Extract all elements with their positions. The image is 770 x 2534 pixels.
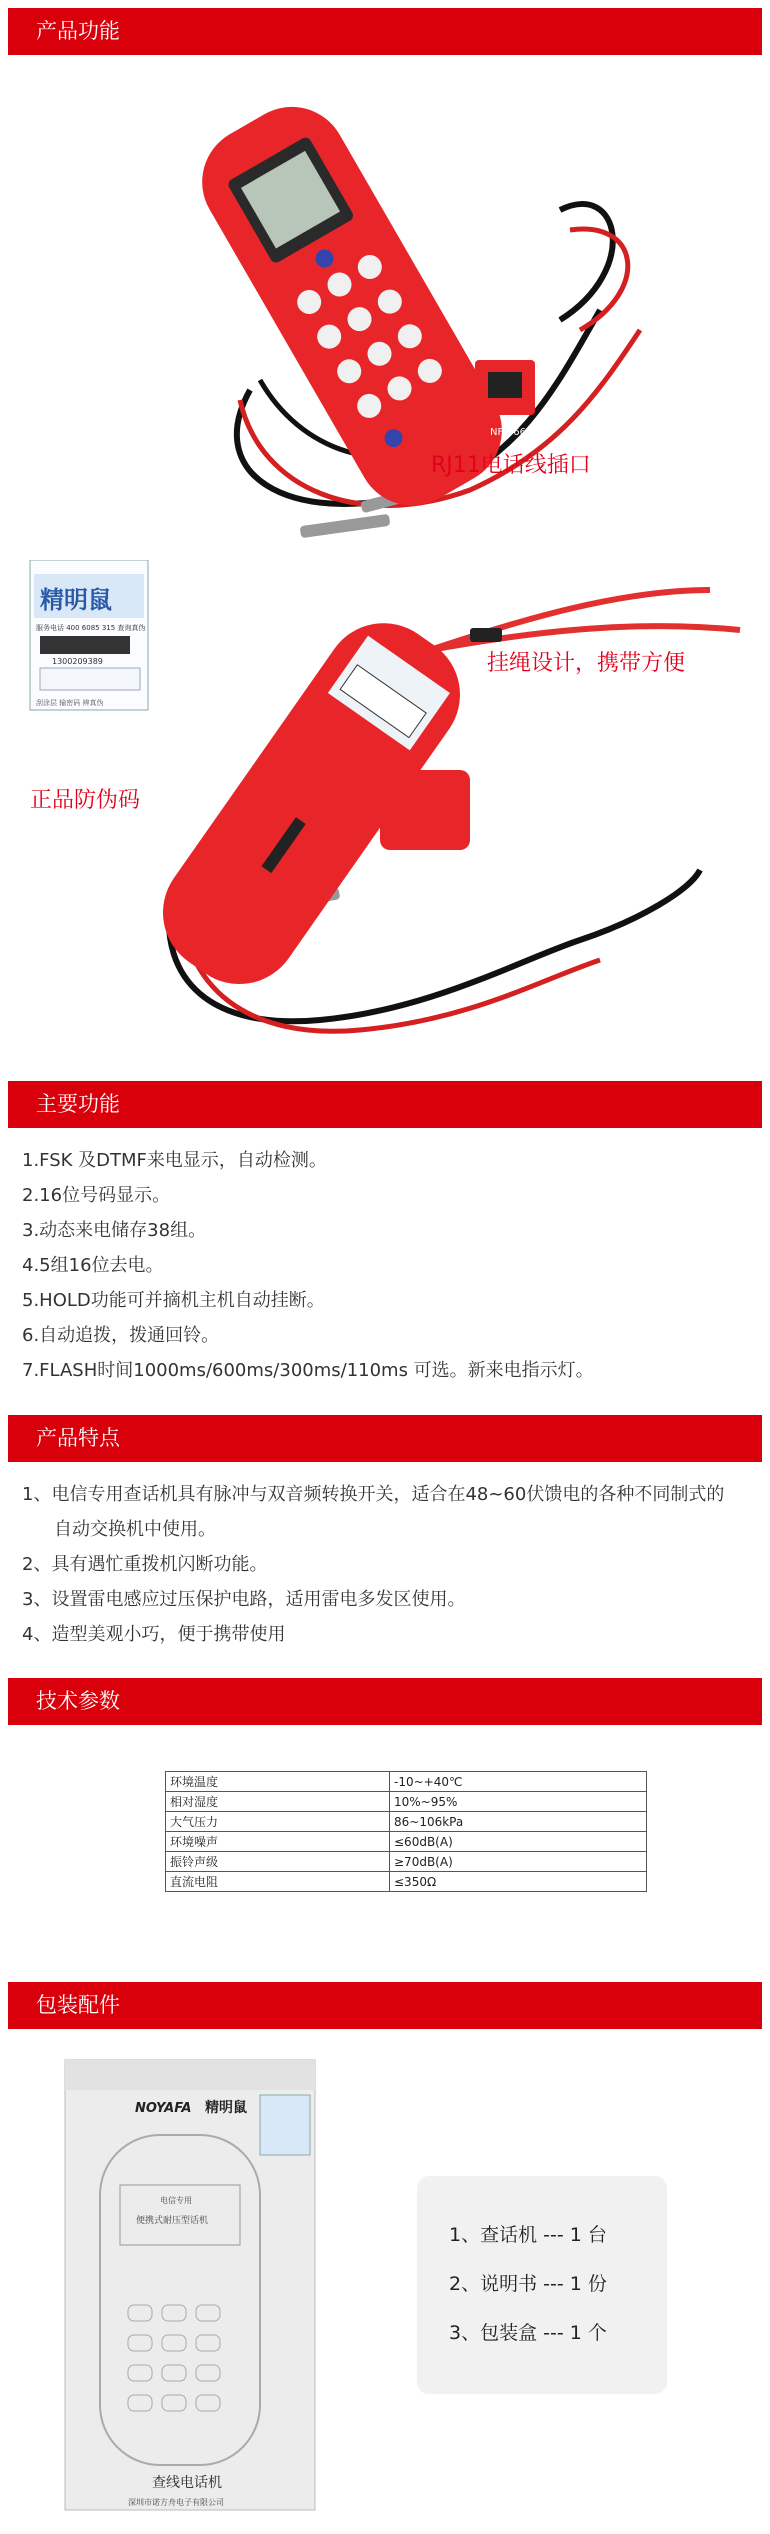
package-contents-card xyxy=(417,2176,667,2394)
list-item: 4.5组16位去电。 xyxy=(22,1255,164,1276)
product-image-front xyxy=(0,60,770,580)
table-row xyxy=(166,1792,647,1812)
svg-text:查线电话机: 查线电话机 xyxy=(152,2475,222,2491)
rj11-callout: RJ11电话线插口 xyxy=(431,453,591,478)
spec-value: ≥70dB(A) xyxy=(390,1852,647,1872)
spec-key: 环境温度 xyxy=(166,1772,390,1792)
section-header-function xyxy=(8,8,762,55)
tester-side-illustration xyxy=(0,560,770,1080)
svg-text:NF-866: NF-866 xyxy=(490,427,526,438)
feature-item: 2、具有遇忙重拨机闪断功能。 xyxy=(22,1554,268,1575)
spec-key: 环境噪声 xyxy=(166,1832,390,1852)
lanyard-callout: 挂绳设计，携带方便 xyxy=(487,651,686,676)
main-functions-list xyxy=(22,1143,752,1388)
feature-item: 3、设置雷电感应过压保护电路，适用雷电多发区使用。 xyxy=(22,1589,466,1610)
spec-value: ≤60dB(A) xyxy=(390,1832,647,1852)
section-header-main xyxy=(8,1081,762,1128)
product-image-side xyxy=(0,560,770,1080)
list-item: 5.HOLD功能可并摘机主机自动挂断。 xyxy=(22,1290,325,1311)
table-row xyxy=(166,1772,647,1792)
package-item: 2、说明书 --- 1 份 xyxy=(449,2273,607,2295)
feature-item: 1、电信专用查话机具有脉冲与双音频转换开关，适合在48~60伏馈电的各种不同制式的 xyxy=(22,1484,725,1505)
spec-key: 振铃声级 xyxy=(166,1852,390,1872)
svg-text:服务电话 400 6085 315 查询真伪: 服务电话 400 6085 315 查询真伪 xyxy=(36,624,146,632)
section-header-specs xyxy=(8,1678,762,1725)
section-title: 产品特点 xyxy=(36,1426,120,1450)
spec-value: 86~106kPa xyxy=(390,1812,647,1832)
spec-key: 相对湿度 xyxy=(166,1792,390,1812)
package-box-illustration xyxy=(60,2055,320,2515)
svg-text:1300209389: 1300209389 xyxy=(52,657,103,666)
section-header-features xyxy=(8,1415,762,1462)
feature-item: 4、造型美观小巧，便于携带使用 xyxy=(22,1624,286,1645)
svg-text:便携式耐压型话机: 便携式耐压型话机 xyxy=(136,2216,209,2226)
tester-front-illustration xyxy=(0,60,770,580)
list-item: 6.自动追拨，拨通回铃。 xyxy=(22,1325,220,1346)
section-title: 主要功能 xyxy=(36,1092,120,1116)
table-row xyxy=(166,1812,647,1832)
section-header-package xyxy=(8,1982,762,2029)
package-item: 3、包装盒 --- 1 个 xyxy=(449,2322,607,2344)
spec-value: -10~+40℃ xyxy=(390,1772,647,1792)
spec-key: 大气压力 xyxy=(166,1812,390,1832)
table-row xyxy=(166,1872,647,1892)
spec-table xyxy=(165,1771,647,1892)
list-item: 2.16位号码显示。 xyxy=(22,1185,171,1206)
section-title: 技术参数 xyxy=(36,1689,120,1713)
feature-item-continuation: 自动交换机中使用。 xyxy=(54,1519,216,1540)
section-title: 产品功能 xyxy=(36,19,120,43)
package-item: 1、查话机 --- 1 台 xyxy=(449,2224,607,2246)
spec-key: 直流电阻 xyxy=(166,1872,390,1892)
spec-value: ≤350Ω xyxy=(390,1872,647,1892)
spec-value: 10%~95% xyxy=(390,1792,647,1812)
table-row xyxy=(166,1852,647,1872)
section-title: 包装配件 xyxy=(36,1993,120,2017)
list-item: 1.FSK 及DTMF来电显示，自动检测。 xyxy=(22,1150,327,1171)
list-item: 3.动态来电储存38组。 xyxy=(22,1220,207,1241)
svg-text:精明鼠: 精明鼠 xyxy=(40,585,112,614)
features-list xyxy=(22,1477,752,1652)
anticounterfeit-callout: 正品防伪码 xyxy=(30,788,141,813)
svg-text:电信专用: 电信专用 xyxy=(160,2196,192,2205)
table-row xyxy=(166,1832,647,1852)
list-item: 7.FLASH时间1000ms/600ms/300ms/110ms 可选。新来电指示灯。 xyxy=(22,1360,594,1381)
svg-text:精明鼠: 精明鼠 xyxy=(205,2100,247,2116)
svg-text:深圳市诺方舟电子有限公司: 深圳市诺方舟电子有限公司 xyxy=(128,2498,224,2507)
svg-text:NOYAFA: NOYAFA xyxy=(135,2101,192,2116)
package-box-image xyxy=(60,2055,320,2515)
svg-text:刮涂层 输密码 辨真伪: 刮涂层 输密码 辨真伪 xyxy=(36,699,104,707)
